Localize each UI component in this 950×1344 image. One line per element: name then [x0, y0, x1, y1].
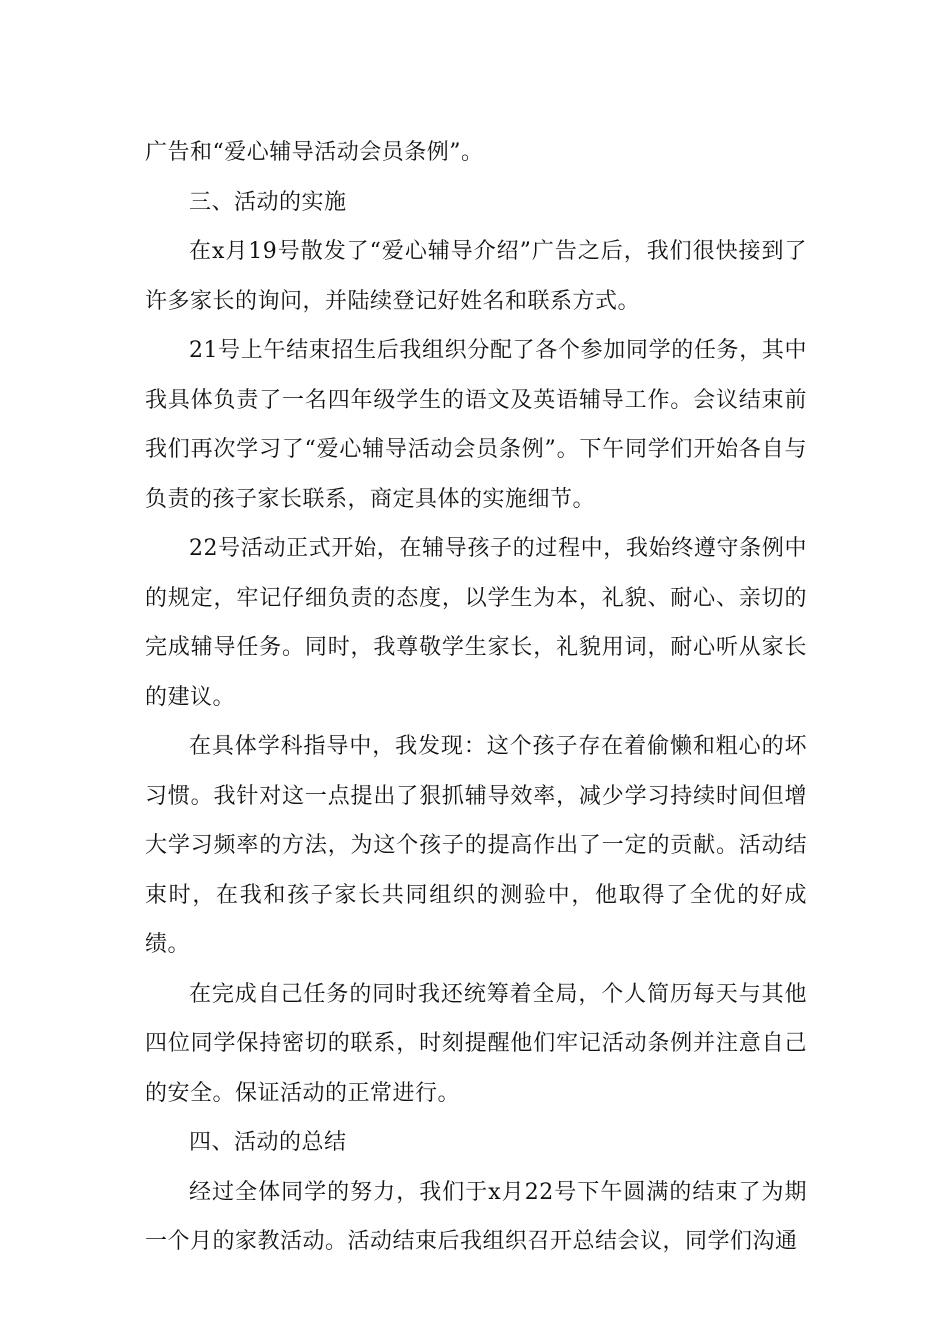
- paragraph-advertising: 在x月19号散发了“爱心辅导介绍”广告之后，我们很快接到了许多家长的询问，并陆续登记好姓名和联系方式。: [145, 239, 807, 314]
- paragraph-conclusion: 经过全体同学的努力，我们于x月22号下午圆满的结束了为期一个月的家教活动。活动结束后我组织召开总结会议，同学们沟通: [145, 1179, 807, 1254]
- document-body: [145, 128, 807, 1267]
- paragraph-task-assignment: 21号上午结束招生后我组织分配了各个参加同学的任务，其中我具体负责了一名四年级学生的语文及英语辅导工作。会议结束前我们再次学习了“爱心辅导活动会员条例”。下午同学们开始各自与负责的孩子家长联系，商定具体的实施细节。: [145, 338, 807, 512]
- paragraph-subject-guidance: 在具体学科指导中，我发现：这个孩子存在着偷懒和粗心的坏习惯。我针对这一点提出了狠抓辅导效率，减少学习持续时间但增大学习频率的方法，为这个孩子的提高作出了一定的贡献。活动结束时，在我和孩子家长共同组织的测验中，他取得了全优的好成绩。: [145, 734, 807, 957]
- paragraph-coordination: 在完成自己任务的同时我还统筹着全局，个人简历每天与其他四位同学保持密切的联系，时刻提醒他们牢记活动条例并注意自己的安全。保证活动的正常进行。: [145, 981, 807, 1106]
- section-heading-summary: 四、活动的总结: [189, 1130, 347, 1155]
- paragraph-activity-start: 22号活动正式开始，在辅导孩子的过程中，我始终遵守条例中的规定，牢记仔细负责的态度，以学生为本，礼貌、耐心、亲切的完成辅导任务。同时，我尊敬学生家长，礼貌用词，耐心听从家长的建议。: [145, 536, 807, 710]
- section-heading-implementation: 三、活动的实施: [189, 189, 347, 215]
- paragraph-continuation: 广告和“爱心辅导活动会员条例”。: [145, 140, 484, 165]
